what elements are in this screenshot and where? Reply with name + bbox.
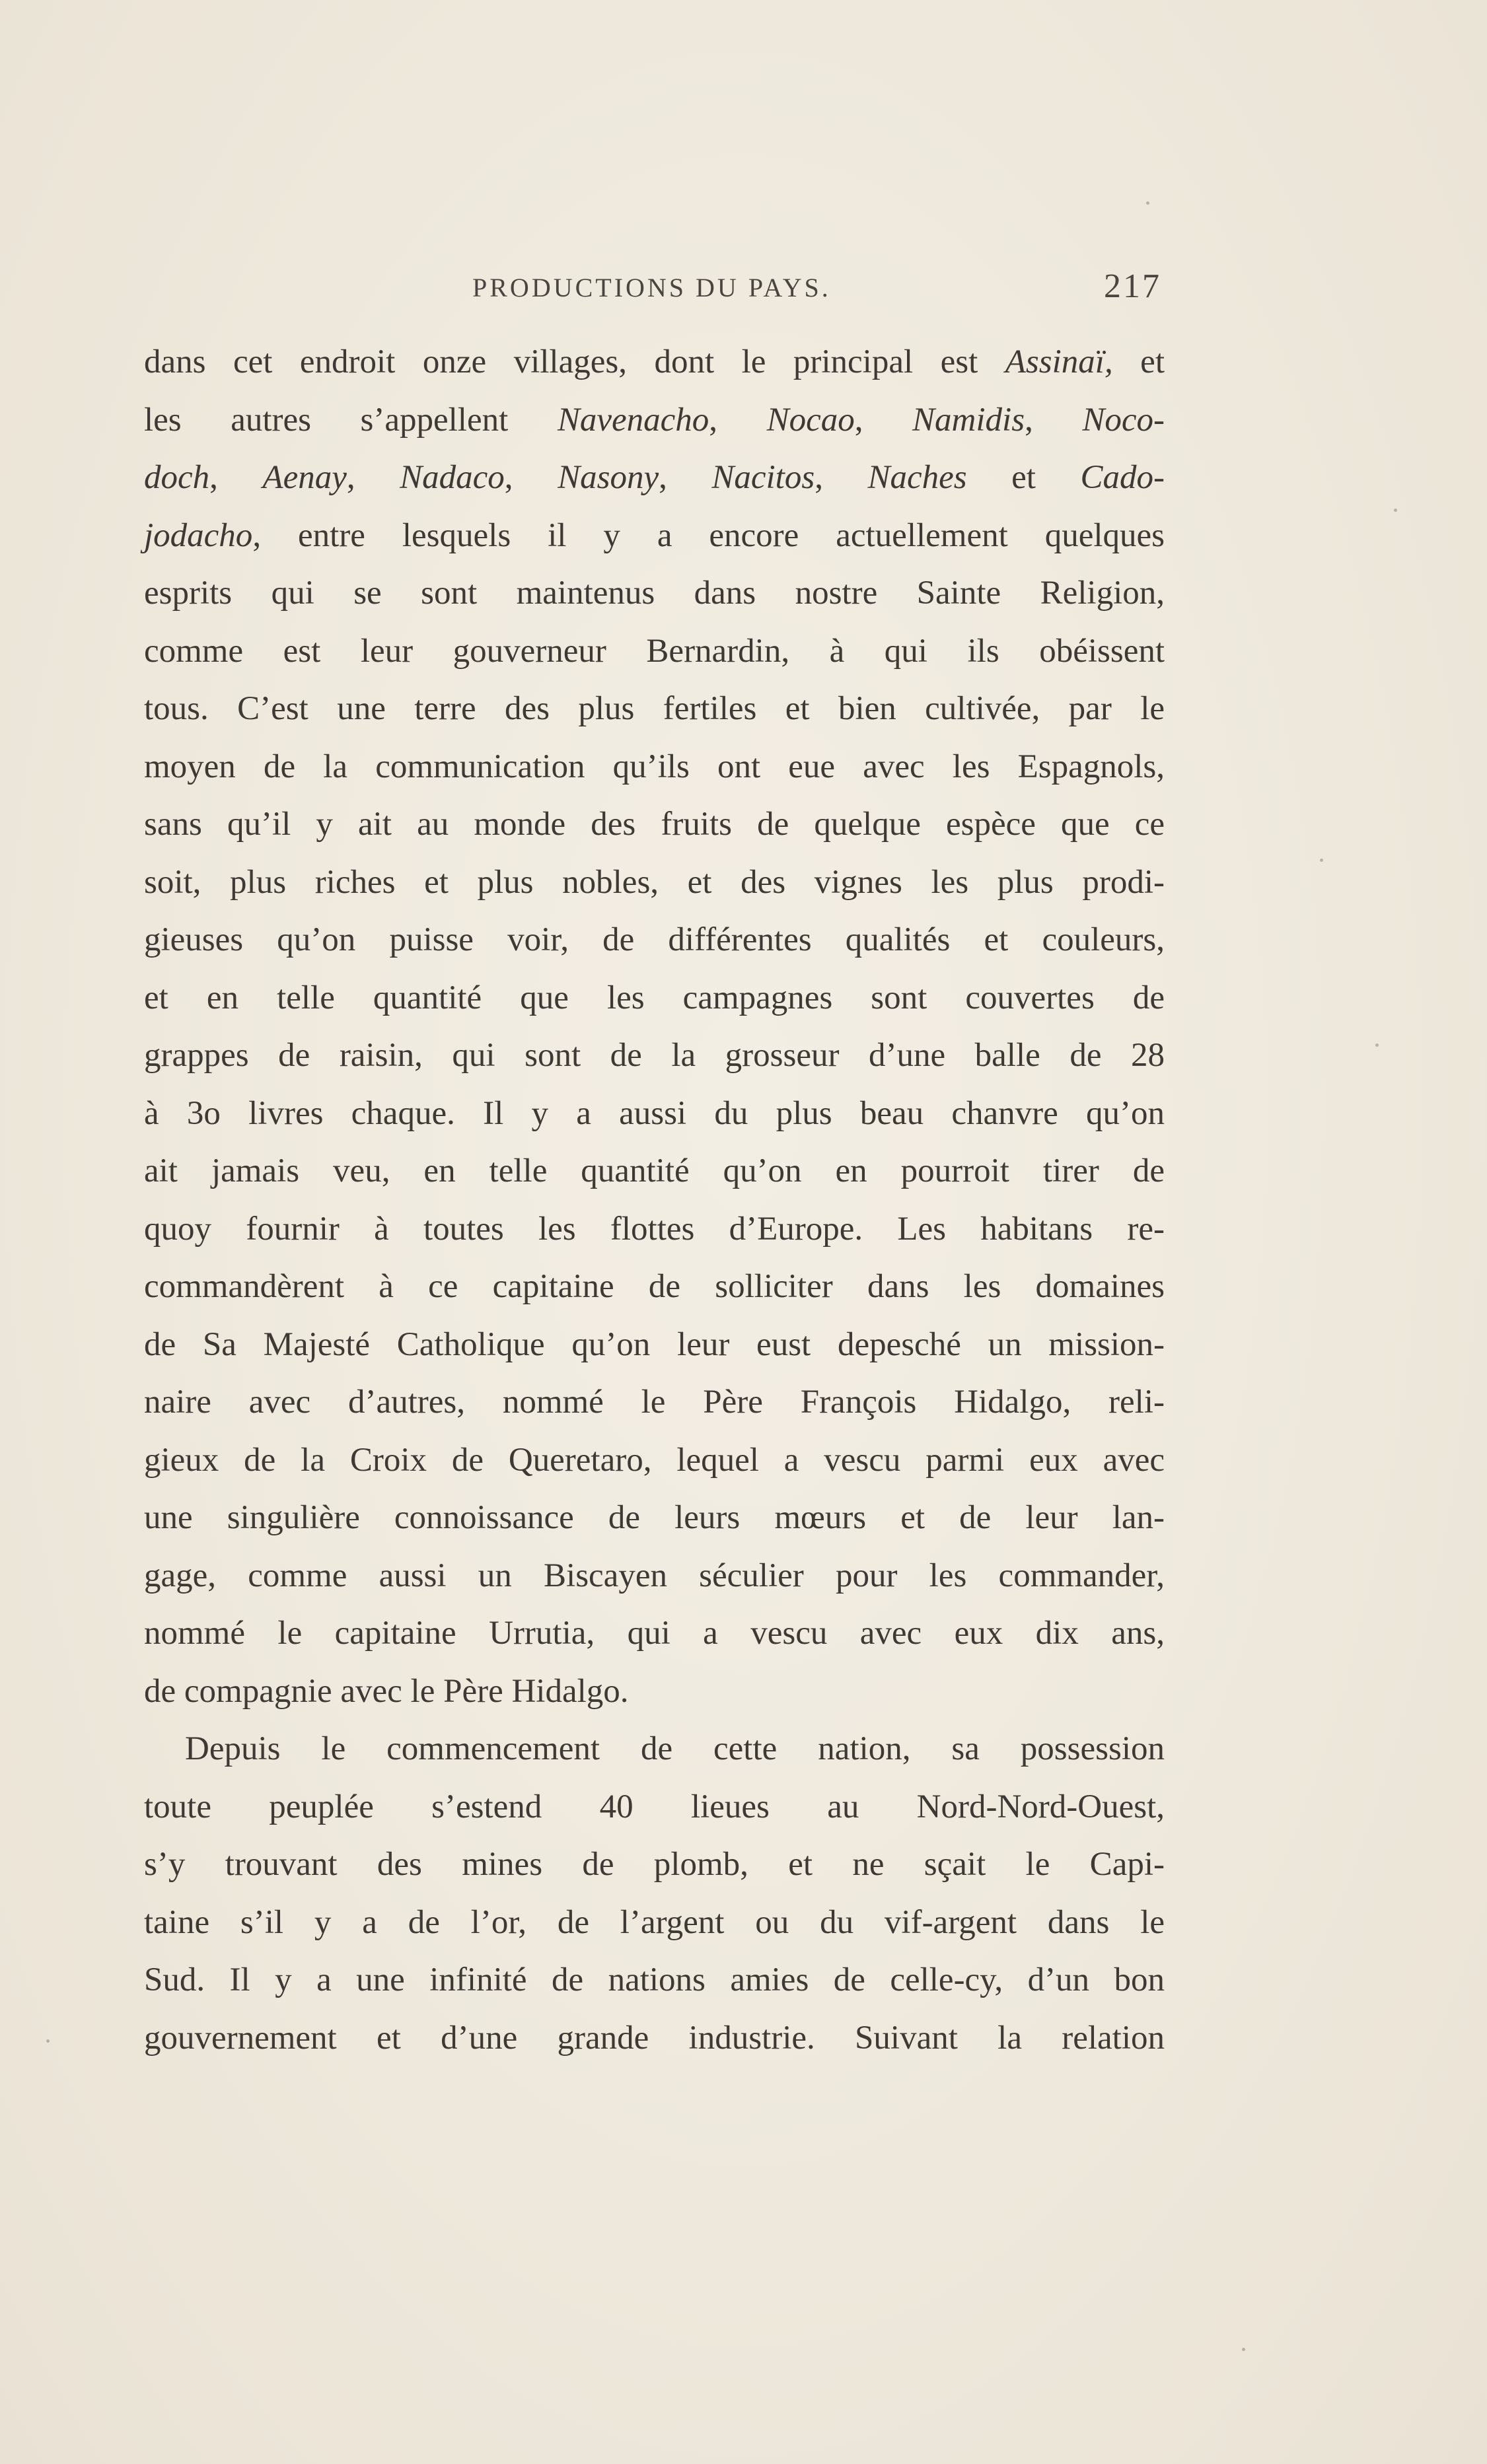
text-line: esprits qui se sont maintenus dans nostre Sainte Religion, [144, 575, 1165, 612]
text-line: de compagnie avec le Père Hidalgo. [144, 1672, 629, 1710]
text-line: Depuis le commencement de cette nation, sa possession [185, 1730, 1165, 1767]
italic-term: Aenay [262, 459, 347, 496]
text-line: gage, comme aussi un Biscayen séculier pour les commander, [144, 1557, 1165, 1594]
italic-term: Navenacho [557, 401, 709, 439]
text-line: jodacho, entre lesquels il y a encore actuellement quelques [144, 516, 1165, 554]
text-line: et en telle quantité que les campagnes sont couvertes de [144, 979, 1165, 1016]
paragraph-1 [144, 334, 1165, 1720]
text-line: grappes de raisin, qui sont de la grosseur d’une balle de 28 [144, 1037, 1165, 1074]
paper-speck [1242, 2348, 1245, 2351]
paper-speck [1320, 859, 1323, 862]
italic-term: Nasony [558, 459, 659, 496]
text-line: dans cet endroit onze villages, dont le principal est Assinaï, et [144, 343, 1165, 380]
text-line: quoy fournir à toutes les flottes d’Europe. Les habitans re- [144, 1210, 1165, 1248]
text-line: de Sa Majesté Catholique qu’on leur eust depesché un mission- [144, 1325, 1165, 1363]
italic-term: Assinaï, [1005, 343, 1113, 380]
text-line: les autres s’appellent Navenacho, Nocao, Namidis, Noco- [144, 401, 1165, 439]
italic-term: jodacho [144, 516, 253, 554]
italic-term: Cado- [1080, 459, 1165, 496]
text-line: une singulière connoissance de leurs mœurs et de leur lan- [144, 1499, 1165, 1536]
text-line: tous. C’est une terre des plus fertiles et bien cultivée, par le [144, 690, 1165, 727]
text-line: gouvernement et d’une grande industrie. Suivant la relation [144, 2019, 1165, 2057]
text-line: à 3o livres chaque. Il y a aussi du plus beau chanvre qu’on [144, 1094, 1165, 1132]
body-text [144, 334, 1165, 2067]
italic-term: doch [144, 459, 210, 496]
running-title: PRODUCTIONS DU PAYS. [472, 273, 831, 302]
paper-speck [1394, 509, 1397, 512]
running-head [144, 264, 1161, 317]
text-line: gieux de la Croix de Queretaro, lequel a vescu parmi eux avec [144, 1441, 1165, 1479]
page-number: 217 [1104, 267, 1161, 305]
text-line: commandèrent à ce capitaine de solliciter dans les domaines [144, 1268, 1165, 1305]
text-line: doch, Aenay, Nadaco, Nasony, Nacitos, Naches et Cado- [144, 459, 1165, 496]
text-line: gieuses qu’on puisse voir, de différentes qualités et couleurs, [144, 921, 1165, 958]
text-line: soit, plus riches et plus nobles, et des vignes les plus prodi- [144, 863, 1165, 901]
text-line: comme est leur gouverneur Bernardin, à qui ils obéissent [144, 632, 1165, 670]
italic-term: Nacitos [711, 459, 815, 496]
text-line: moyen de la communication qu’ils ont eue avec les Espagnols, [144, 748, 1165, 785]
italic-term: Nadaco [400, 459, 505, 496]
paragraph-2 [144, 1720, 1165, 2067]
paper-speck [1375, 1043, 1379, 1047]
paper-speck [1146, 201, 1149, 205]
paper-speck [46, 2039, 50, 2043]
text-line: naire avec d’autres, nommé le Père François Hidalgo, reli- [144, 1384, 1165, 1421]
text-line: Sud. Il y a une infinité de nations amies de celle-cy, d’un bon [144, 1961, 1165, 1998]
text-line: toute peuplée s’estend 40 lieues au Nord-Nord-Ouest, [144, 1788, 1165, 1825]
italic-term: Namidis [912, 401, 1025, 439]
italic-term: Nocao [766, 401, 855, 439]
text-line: ait jamais veu, en telle quantité qu’on en pourroit tirer de [144, 1152, 1165, 1189]
text-line: sans qu’il y ait au monde des fruits de quelque espèce que ce [144, 806, 1165, 843]
text-line: nommé le capitaine Urrutia, qui a vescu avec eux dix ans, [144, 1615, 1165, 1652]
text-line: taine s’il y a de l’or, de l’argent ou du vif-argent dans le [144, 1903, 1165, 1941]
italic-term: Noco- [1082, 401, 1165, 439]
text-line: s’y trouvant des mines de plomb, et ne sçait le Capi- [144, 1846, 1165, 1883]
italic-term: Naches [867, 459, 967, 496]
